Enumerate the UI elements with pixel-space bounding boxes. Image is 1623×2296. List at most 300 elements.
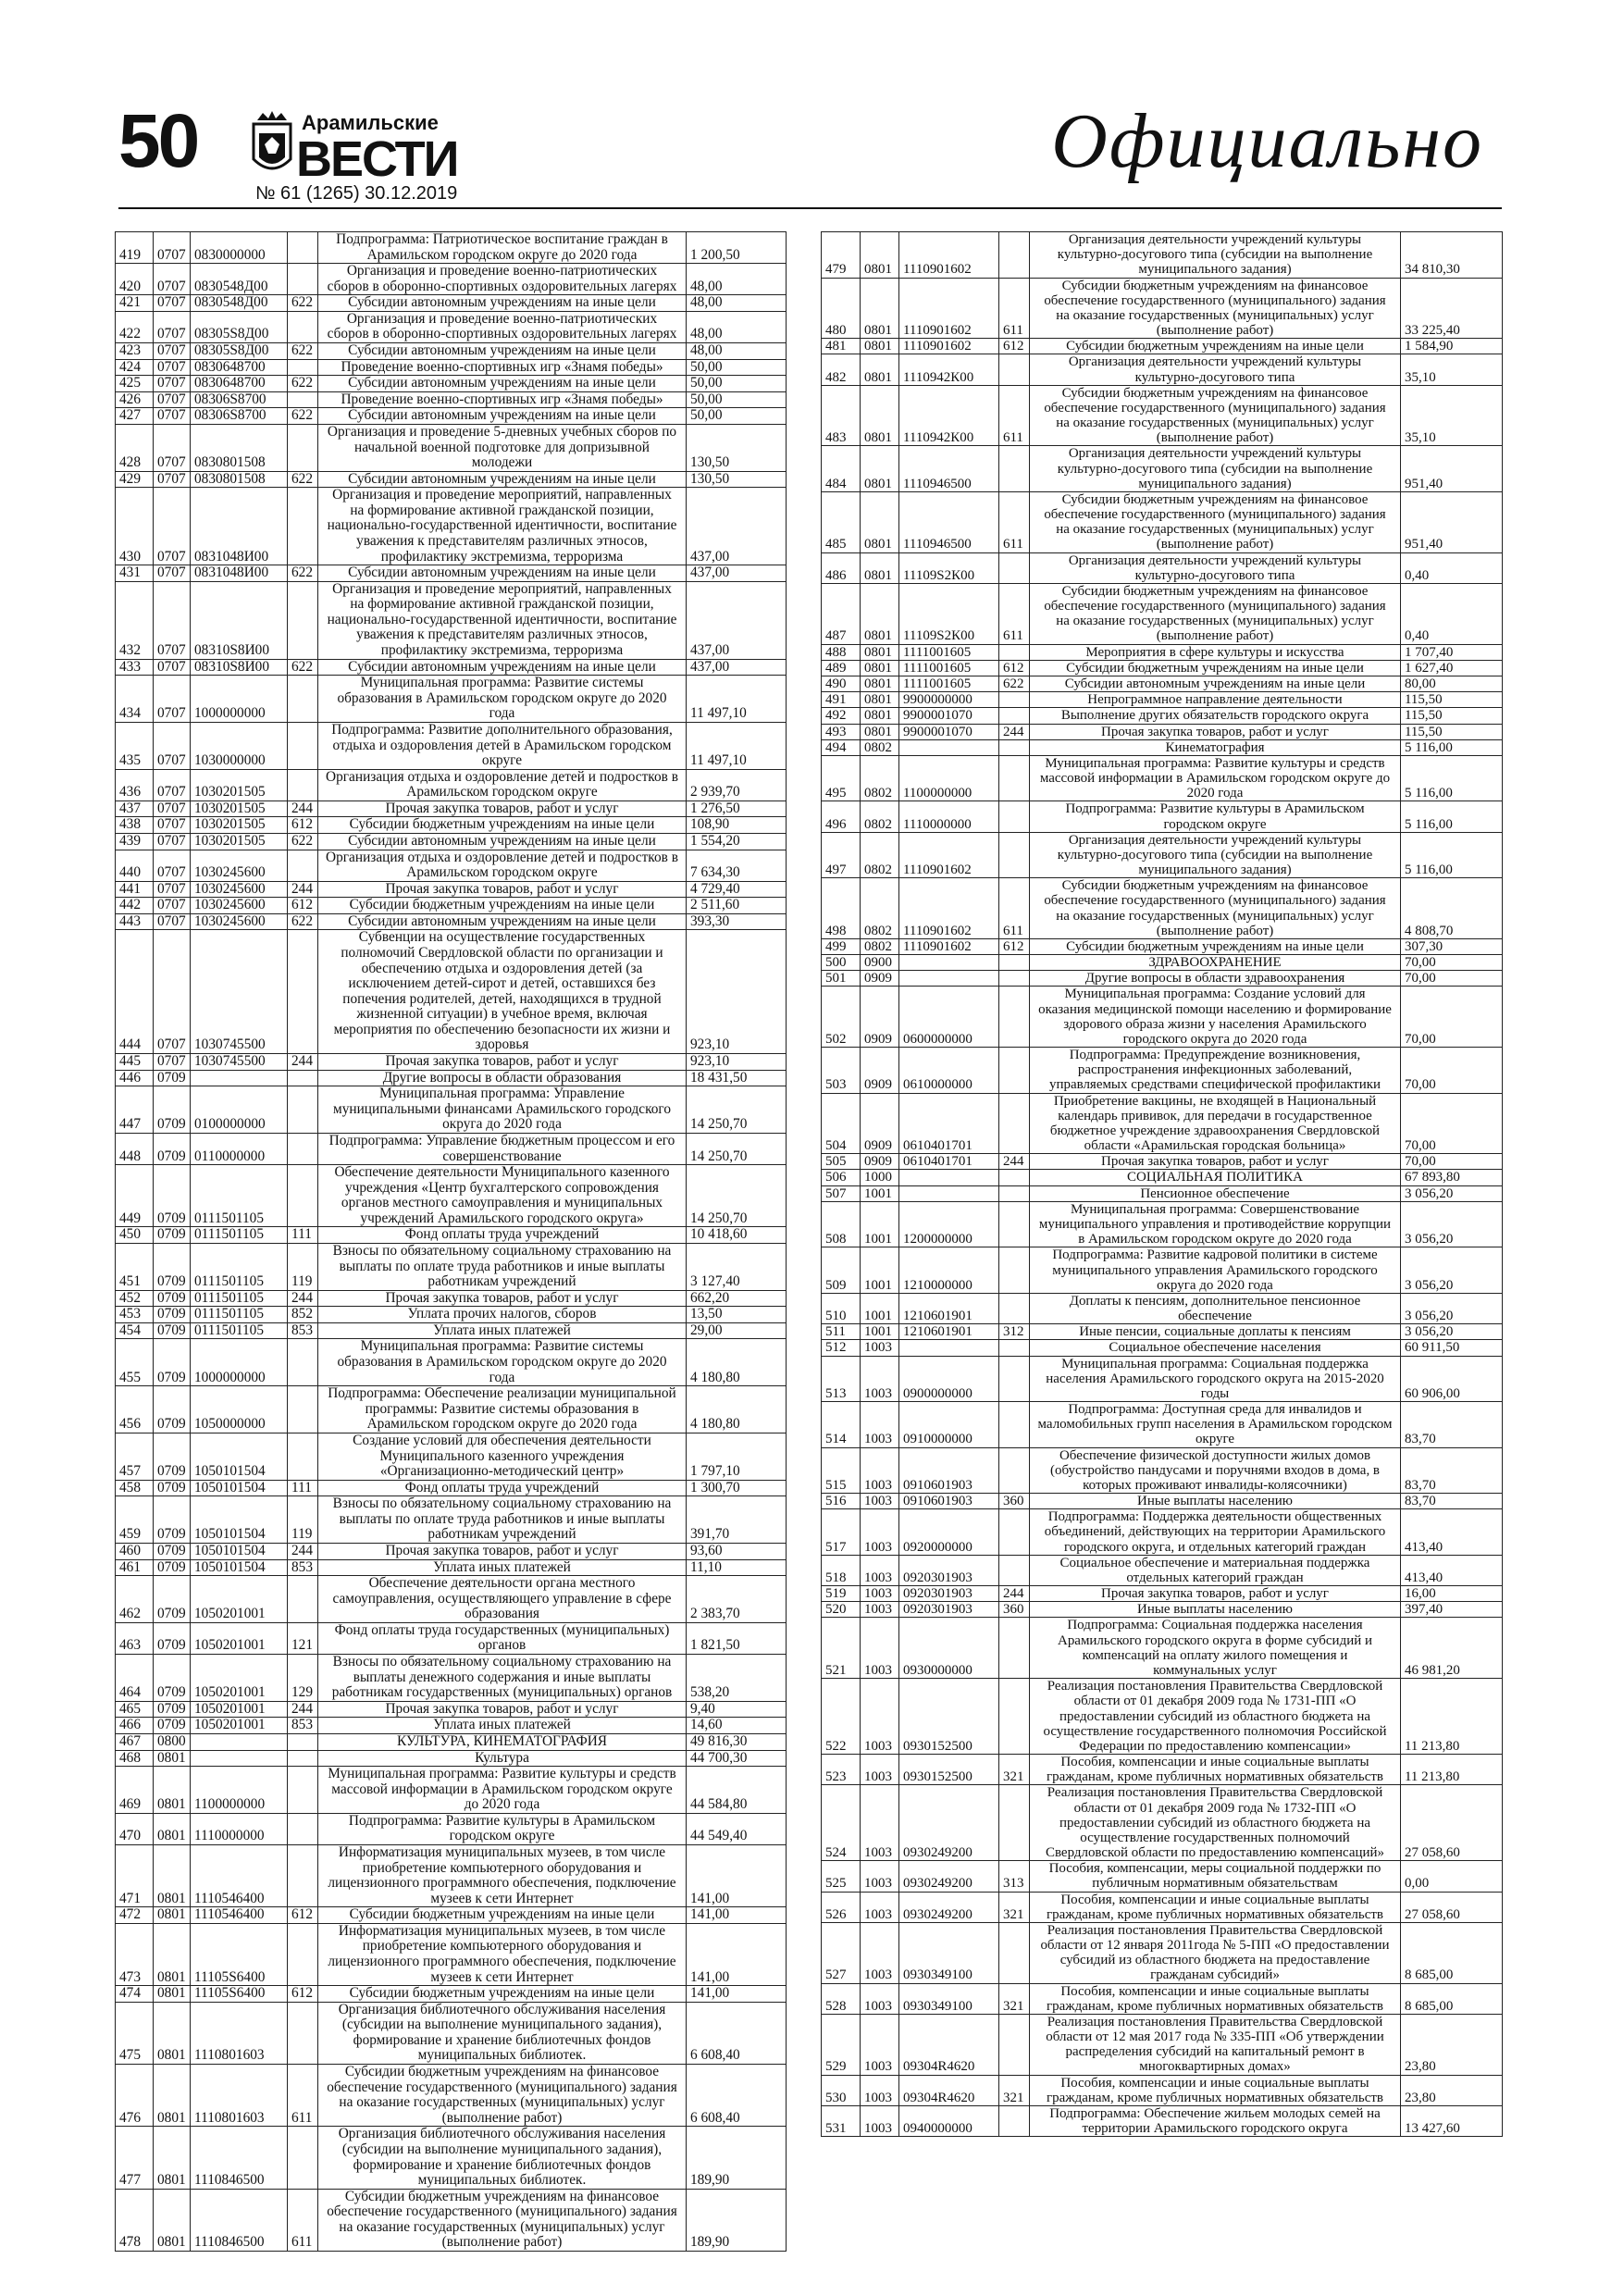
amount-cell: 141,00 [687, 1844, 787, 1906]
table-row [116, 359, 787, 376]
amount-cell: 14 250,70 [687, 1086, 787, 1134]
row-number-cell: 523 [822, 1755, 861, 1785]
row-number-cell: 422 [116, 311, 154, 342]
target-article-cell: 0100000000 [191, 1086, 288, 1134]
row-number-cell: 448 [116, 1133, 154, 1164]
table-row [822, 1447, 1503, 1494]
expense-name-cell: Организация деятельности учреждений культуры культурно-досугового типа (субсидии на выполнение муниципального задания) [1030, 232, 1401, 279]
section-code-cell: 0709 [154, 1070, 191, 1086]
expense-name-cell: Пособия, компенсации и иные социальные выплаты гражданам, кроме публичных нормативных обязательств [1030, 1983, 1401, 2014]
expense-type-cell: 622 [999, 676, 1030, 691]
expense-name-cell: Субсидии автономным учреждениям на иные цели [1030, 676, 1401, 691]
amount-cell: 44 549,40 [687, 1813, 787, 1844]
table-row [116, 1813, 787, 1844]
expense-type-cell [999, 1447, 1030, 1494]
row-number-cell: 507 [822, 1185, 861, 1201]
row-number-cell: 420 [116, 264, 154, 295]
row-number-cell: 433 [116, 659, 154, 676]
section-code-cell: 1001 [861, 1293, 899, 1323]
expense-type-cell: 611 [999, 278, 1030, 339]
expense-type-cell: 612 [999, 660, 1030, 676]
table-row [116, 1907, 787, 1924]
expense-type-cell [999, 1170, 1030, 1185]
expense-type-cell [999, 2014, 1030, 2075]
table-row [116, 1227, 787, 1244]
target-article-cell: 0920000000 [899, 1509, 999, 1556]
expense-type-cell [999, 1185, 1030, 1201]
table-row [116, 1986, 787, 2003]
expense-type-cell [999, 1247, 1030, 1294]
expense-name-cell: Подпрограмма: Доступная среда для инвалидов и маломобильных групп населения в Арамильском городском округе [1030, 1402, 1401, 1448]
expense-type-cell: 244 [288, 1543, 318, 1559]
expense-type-cell: 121 [288, 1622, 318, 1654]
amount-cell: 923,10 [687, 1054, 787, 1071]
expense-type-cell [999, 1555, 1030, 1585]
amount-cell: 49 816,30 [687, 1733, 787, 1750]
amount-cell: 11,10 [687, 1559, 787, 1576]
expense-name-cell: Муниципальная программа: Создание условий для оказания медицинской помощи населению и формирование здорового образа жизни у населения Арамильского городского округа до 2020 года [1030, 987, 1401, 1048]
table-row [822, 1356, 1503, 1402]
section-code-cell: 1003 [861, 1922, 899, 1983]
target-article-cell: 1110946500 [899, 491, 999, 552]
expense-type-cell [999, 1679, 1030, 1755]
section-code-cell: 0800 [154, 1733, 191, 1750]
expense-name-cell: Подпрограмма: Предупреждение возникновения, распространения инфекционных заболеваний, управляемых средствами специфической профилактики [1030, 1048, 1401, 1094]
target-article-cell: 1030245600 [191, 913, 288, 930]
target-article-cell: 0910601903 [899, 1447, 999, 1494]
row-number-cell: 506 [822, 1170, 861, 1185]
expense-name-cell: Пособия, компенсации и иные социальные выплаты гражданам, кроме публичных нормативных обязательств [1030, 1892, 1401, 1922]
table-row [116, 1718, 787, 1734]
row-number-cell: 513 [822, 1356, 861, 1402]
row-number-cell: 435 [116, 722, 154, 769]
table-row [116, 1386, 787, 1433]
expense-type-cell [999, 708, 1030, 724]
amount-cell: 70,00 [1401, 955, 1503, 971]
issue-line: № 61 (1265) 30.12.2019 [255, 183, 458, 204]
row-number-cell: 462 [116, 1576, 154, 1623]
target-article-cell: 0930000000 [899, 1618, 999, 1679]
expense-name-cell: Субсидии бюджетным учреждениям на финансовое обеспечение государственного (муниципального) задания на оказание государственных (муниципальных) услуг (выполнение работ) [1030, 491, 1401, 552]
row-number-cell: 465 [116, 1701, 154, 1718]
expense-name-cell: Подпрограмма: Социальная поддержка населения Арамильского городского округа в форме субсидий и компенсаций на оплату жилого помещения и коммунальных услуг [1030, 1618, 1401, 1679]
row-number-cell: 504 [822, 1093, 861, 1154]
section-code-cell: 0801 [861, 354, 899, 385]
target-article-cell: 08306S8700 [191, 408, 288, 425]
table-row [822, 955, 1503, 971]
table-row [116, 930, 787, 1054]
row-number-cell: 477 [116, 2127, 154, 2189]
row-number-cell: 452 [116, 1290, 154, 1307]
expense-name-cell: Обеспечение физической доступности жилых домов (обустройство пандусами и поручнями входов в дома, в которых проживают инвалиды-колясочники) [1030, 1447, 1401, 1494]
target-article-cell: 0830648700 [191, 376, 288, 392]
section-code-cell: 1003 [861, 1861, 899, 1892]
target-article-cell: 0831048И00 [191, 565, 288, 582]
expense-name-cell: Информатизация муниципальных музеев, в том числе приобретение компьютерного оборудования и лицензионного программного обеспечения, подключение музеев к сети Интернет [318, 1844, 687, 1906]
expense-type-cell: 612 [288, 898, 318, 914]
amount-cell: 108,90 [687, 817, 787, 834]
expense-name-cell: Субсидии бюджетным учреждениям на иные цели [318, 1986, 687, 2003]
table-row [116, 1622, 787, 1654]
amount-cell: 189,90 [687, 2189, 787, 2251]
table-row [822, 676, 1503, 691]
row-number-cell: 475 [116, 2002, 154, 2064]
expense-name-cell: Подпрограмма: Развитие культуры в Арамильском городском округе [318, 1813, 687, 1844]
expense-type-cell [999, 1509, 1030, 1556]
section-code-cell: 0709 [154, 1480, 191, 1496]
section-code-cell: 0709 [154, 1496, 191, 1544]
expense-type-cell: 622 [288, 343, 318, 360]
target-article-cell: 1050000000 [191, 1386, 288, 1433]
row-number-cell: 493 [822, 724, 861, 739]
expense-name-cell: Субсидии автономным учреждениям на иные цели [318, 659, 687, 676]
table-row [822, 2075, 1503, 2105]
expense-name-cell: Реализация постановления Правительства Свердловской области от 12 мая 2017 года № 335-ПП «Об утверждении распределения субсидий на капитальный ремонт в многоквартирных домах» [1030, 2014, 1401, 2075]
expense-name-cell: Прочая закупка товаров, работ и услуг [318, 881, 687, 898]
row-number-cell: 468 [116, 1750, 154, 1767]
section-code-cell: 0801 [154, 1844, 191, 1906]
section-code-cell: 0707 [154, 659, 191, 676]
expense-type-cell [288, 1576, 318, 1623]
amount-cell: 16,00 [1401, 1586, 1503, 1602]
page-number: 50 [118, 99, 198, 183]
row-number-cell: 485 [822, 491, 861, 552]
table-row [822, 692, 1503, 708]
row-number-cell: 440 [116, 850, 154, 881]
amount-cell: 27 058,60 [1401, 1892, 1503, 1922]
expense-name-cell: Подпрограмма: Управление бюджетным процессом и его совершенствование [318, 1133, 687, 1164]
target-article-cell: 08306S8700 [191, 391, 288, 408]
table-row [116, 424, 787, 471]
expense-type-cell: 360 [999, 1602, 1030, 1618]
expense-name-cell: Субсидии бюджетным учреждениям на иные цели [318, 1907, 687, 1924]
amount-cell: 1 554,20 [687, 833, 787, 850]
expense-type-cell: 244 [288, 1701, 318, 1718]
section-code-cell: 0709 [154, 1227, 191, 1244]
expense-type-cell [288, 2127, 318, 2189]
expense-name-cell: Организация и проведение военно-патриотических сборов в оборонно-спортивных оздоровительных лагерях [318, 264, 687, 295]
expense-name-cell: Субсидии бюджетным учреждениям на финансовое обеспечение государственного (муниципального) задания на оказание государственных (муниципальных) услуг (выполнение работ) [318, 2189, 687, 2251]
row-number-cell: 432 [116, 581, 154, 659]
target-article-cell: 08305S8Д00 [191, 343, 288, 360]
section-code-cell: 0707 [154, 343, 191, 360]
row-number-cell: 459 [116, 1496, 154, 1544]
target-article-cell: 0830801508 [191, 471, 288, 488]
section-code-cell: 0707 [154, 769, 191, 800]
row-number-cell: 424 [116, 359, 154, 376]
row-number-cell: 528 [822, 1983, 861, 2014]
table-row [822, 354, 1503, 385]
table-row [822, 1618, 1503, 1679]
expense-type-cell: 622 [288, 833, 318, 850]
expense-type-cell: 111 [288, 1480, 318, 1496]
row-number-cell: 501 [822, 971, 861, 987]
section-code-cell: 0709 [154, 1339, 191, 1386]
section-code-cell: 0709 [154, 1543, 191, 1559]
amount-cell: 14 250,70 [687, 1165, 787, 1227]
row-number-cell: 431 [116, 565, 154, 582]
table-row [116, 1655, 787, 1702]
table-row [822, 801, 1503, 832]
expense-type-cell [999, 1293, 1030, 1323]
row-number-cell: 471 [116, 1844, 154, 1906]
amount-cell: 48,00 [687, 311, 787, 342]
expense-name-cell: Подпрограмма: Развитие дополнительного образования, отдыха и оздоровления детей в Арамильском городском округе [318, 722, 687, 769]
expense-type-cell: 321 [999, 1983, 1030, 2014]
section-code-cell: 0802 [861, 755, 899, 801]
target-article-cell: 1100000000 [191, 1767, 288, 1814]
row-number-cell: 489 [822, 660, 861, 676]
row-number-cell: 461 [116, 1559, 154, 1576]
section-code-cell: 0801 [861, 339, 899, 354]
target-article-cell: 1110846500 [191, 2127, 288, 2189]
amount-cell: 8 685,00 [1401, 1922, 1503, 1983]
table-row [822, 1755, 1503, 1785]
section-title: Официально [1051, 98, 1483, 184]
section-code-cell: 0707 [154, 881, 191, 898]
target-article-cell: 08310S8И00 [191, 581, 288, 659]
target-article-cell: 1050201001 [191, 1655, 288, 1702]
amount-cell: 3 056,20 [1401, 1247, 1503, 1294]
section-code-cell: 1003 [861, 1586, 899, 1602]
table-row [116, 1054, 787, 1071]
target-article-cell: 0930249200 [899, 1785, 999, 1861]
expense-name-cell: Муниципальная программа: Социальная поддержка населения Арамильского городского округа на 2015-2020 годы [1030, 1356, 1401, 1402]
target-article-cell: 1110901602 [899, 339, 999, 354]
expense-name-cell: Взносы по обязательному социальному страхованию на выплаты по оплате труда работников и иные выплаты работникам учреждений [318, 1244, 687, 1291]
target-article-cell: 1110000000 [191, 1813, 288, 1844]
table-row [822, 708, 1503, 724]
table-row [822, 1201, 1503, 1247]
row-number-cell: 444 [116, 930, 154, 1054]
expense-type-cell: 244 [288, 800, 318, 817]
amount-cell: 6 608,40 [687, 2002, 787, 2064]
row-number-cell: 464 [116, 1655, 154, 1702]
amount-cell: 189,90 [687, 2127, 787, 2189]
table-row [822, 232, 1503, 279]
row-number-cell: 488 [822, 644, 861, 660]
section-code-cell: 0801 [861, 232, 899, 279]
section-code-cell: 0707 [154, 581, 191, 659]
target-article-cell: 0610401701 [899, 1093, 999, 1154]
row-number-cell: 423 [116, 343, 154, 360]
expense-name-cell: Субсидии автономным учреждениям на иные цели [318, 408, 687, 425]
section-code-cell: 0707 [154, 488, 191, 565]
table-row [116, 264, 787, 295]
expense-name-cell: Субсидии бюджетным учреждениям на иные цели [1030, 660, 1401, 676]
table-row [822, 1293, 1503, 1323]
row-number-cell: 497 [822, 832, 861, 878]
table-row [116, 659, 787, 676]
table-row [822, 1509, 1503, 1556]
section-code-cell: 0801 [861, 660, 899, 676]
amount-cell: 2 939,70 [687, 769, 787, 800]
target-article-cell: 0830000000 [191, 232, 288, 264]
section-code-cell: 0707 [154, 800, 191, 817]
target-article-cell: 1110546400 [191, 1844, 288, 1906]
amount-cell: 11 497,10 [687, 676, 787, 723]
table-row [116, 2065, 787, 2127]
amount-cell: 1 200,50 [687, 232, 787, 264]
section-code-cell: 0709 [154, 1290, 191, 1307]
expense-name-cell: Муниципальная программа: Развитие культуры и средств массовой информации в Арамильском городском округе до 2020 года [318, 1767, 687, 1814]
row-number-cell: 425 [116, 376, 154, 392]
amount-cell: 70,00 [1401, 1093, 1503, 1154]
section-code-cell: 0801 [154, 2127, 191, 2189]
expense-name-cell: Организация библиотечного обслуживания населения (субсидии на выполнение муниципального задания), формирование и хранение библиотечных фондов муниципальных библиотек. [318, 2127, 687, 2189]
expense-type-cell [999, 1356, 1030, 1402]
section-code-cell: 0707 [154, 376, 191, 392]
expense-type-cell [999, 354, 1030, 385]
target-article-cell: 0111501105 [191, 1322, 288, 1339]
expense-type-cell: 111 [288, 1227, 318, 1244]
table-row [116, 376, 787, 392]
amount-cell: 141,00 [687, 1923, 787, 1985]
row-number-cell: 447 [116, 1086, 154, 1134]
table-row [116, 881, 787, 898]
target-article-cell: 0831048И00 [191, 488, 288, 565]
section-code-cell: 0801 [861, 676, 899, 691]
expense-type-cell [288, 1813, 318, 1844]
row-number-cell: 482 [822, 354, 861, 385]
section-code-cell: 0707 [154, 850, 191, 881]
section-code-cell: 0801 [154, 1813, 191, 1844]
expense-type-cell [288, 1767, 318, 1814]
amount-cell: 437,00 [687, 565, 787, 582]
expense-type-cell [288, 264, 318, 295]
table-row [822, 1154, 1503, 1170]
target-article-cell [191, 1750, 288, 1767]
amount-cell: 80,00 [1401, 676, 1503, 691]
section-code-cell: 1003 [861, 1679, 899, 1755]
row-number-cell: 429 [116, 471, 154, 488]
target-article-cell: 11109S2К00 [899, 552, 999, 583]
table-row [116, 1165, 787, 1227]
expense-name-cell: Организация отдыха и оздоровление детей и подростков в Арамильском городском округе [318, 850, 687, 881]
svg-text:ВЕСТИ: ВЕСТИ [296, 131, 458, 187]
amount-cell: 307,30 [1401, 938, 1503, 954]
expense-type-cell [288, 1086, 318, 1134]
expense-type-cell: 611 [288, 2189, 318, 2251]
expense-type-cell [288, 424, 318, 471]
amount-cell: 3 127,40 [687, 1244, 787, 1291]
table-row [116, 1086, 787, 1134]
row-number-cell: 527 [822, 1922, 861, 1983]
amount-cell: 393,30 [687, 913, 787, 930]
amount-cell: 13 427,60 [1401, 2105, 1503, 2136]
row-number-cell: 503 [822, 1048, 861, 1094]
expense-type-cell [288, 1923, 318, 1985]
target-article-cell: 0930249200 [899, 1892, 999, 1922]
table-row [822, 971, 1503, 987]
amount-cell: 83,70 [1401, 1447, 1503, 1494]
expense-name-cell: Взносы по обязательному социальному страхованию на выплаты по оплате труда работников и иные выплаты работникам учреждений [318, 1496, 687, 1544]
target-article-cell: 1030245600 [191, 850, 288, 881]
expense-name-cell: Пособия, компенсации и иные социальные выплаты гражданам, кроме публичных нормативных обязательств [1030, 2075, 1401, 2105]
expense-type-cell [999, 1093, 1030, 1154]
expense-name-cell: Проведение военно-спортивных игр «Знамя победы» [318, 391, 687, 408]
target-article-cell: 1030245600 [191, 898, 288, 914]
amount-cell: 5 116,00 [1401, 739, 1503, 755]
amount-cell: 437,00 [687, 659, 787, 676]
row-number-cell: 484 [822, 446, 861, 492]
target-article-cell: 11105S6400 [191, 1986, 288, 2003]
section-code-cell: 0801 [154, 1923, 191, 1985]
section-code-cell: 0801 [861, 724, 899, 739]
row-number-cell: 510 [822, 1293, 861, 1323]
amount-cell: 35,10 [1401, 354, 1503, 385]
expense-name-cell: Субсидии автономным учреждениям на иные цели [318, 343, 687, 360]
table-row [116, 581, 787, 659]
row-number-cell: 473 [116, 1923, 154, 1985]
expense-name-cell: Социальное обеспечение и материальная поддержка отдельных категорий граждан [1030, 1555, 1401, 1585]
amount-cell: 141,00 [687, 1907, 787, 1924]
table-row [822, 385, 1503, 446]
amount-cell: 391,70 [687, 1496, 787, 1544]
table-row [822, 1602, 1503, 1618]
target-article-cell: 1050101504 [191, 1543, 288, 1559]
section-code-cell: 1001 [861, 1185, 899, 1201]
amount-cell: 1 276,50 [687, 800, 787, 817]
expense-name-cell: Подпрограмма: Обеспечение реализации муниципальной программы: Развитие системы образования в Арамильском городском округе до 2020 года [318, 1386, 687, 1433]
section-code-cell: 0709 [154, 1244, 191, 1291]
target-article-cell: 0930349100 [899, 1983, 999, 2014]
table-row [116, 850, 787, 881]
section-code-cell: 1003 [861, 1356, 899, 1402]
target-article-cell: 0930349100 [899, 1922, 999, 1983]
row-number-cell: 515 [822, 1447, 861, 1494]
target-article-cell: 1110901602 [899, 938, 999, 954]
expense-type-cell: 611 [999, 491, 1030, 552]
target-article-cell: 1110942К00 [899, 385, 999, 446]
table-row [116, 1244, 787, 1291]
expense-type-cell [999, 955, 1030, 971]
expense-type-cell [288, 1133, 318, 1164]
table-row [116, 1133, 787, 1164]
row-number-cell: 451 [116, 1244, 154, 1291]
amount-cell: 60 911,50 [1401, 1340, 1503, 1356]
table-row [822, 1185, 1503, 1201]
target-article-cell [899, 1340, 999, 1356]
amount-cell: 70,00 [1401, 987, 1503, 1048]
section-code-cell: 0909 [861, 1093, 899, 1154]
expense-name-cell: Фонд оплаты труда государственных (муниципальных) органов [318, 1622, 687, 1654]
row-number-cell: 518 [822, 1555, 861, 1585]
section-code-cell: 0909 [861, 1048, 899, 1094]
expense-name-cell: Прочая закупка товаров, работ и услуг [318, 800, 687, 817]
section-code-cell: 0707 [154, 913, 191, 930]
expense-type-cell [999, 832, 1030, 878]
target-article-cell: 1100000000 [899, 755, 999, 801]
expense-type-cell: 119 [288, 1244, 318, 1291]
row-number-cell: 456 [116, 1386, 154, 1433]
amount-cell: 23,80 [1401, 2075, 1503, 2105]
amount-cell: 951,40 [1401, 491, 1503, 552]
table-row [116, 1307, 787, 1323]
section-code-cell: 0707 [154, 1054, 191, 1071]
table-row [822, 1402, 1503, 1448]
amount-cell: 83,70 [1401, 1402, 1503, 1448]
expense-type-cell [999, 1785, 1030, 1861]
amount-cell: 0,40 [1401, 583, 1503, 644]
expense-name-cell: Выполнение других обязательств городского округа [1030, 708, 1401, 724]
target-article-cell: 1050101504 [191, 1480, 288, 1496]
expense-name-cell: Подпрограмма: Развитие кадровой политики в системе муниципального управления Арамильского городского округа до 2020 года [1030, 1247, 1401, 1294]
expense-type-cell: 611 [288, 2065, 318, 2127]
row-number-cell: 474 [116, 1986, 154, 2003]
expense-name-cell: Организация деятельности учреждений культуры культурно-досугового типа [1030, 354, 1401, 385]
section-code-cell: 0709 [154, 1559, 191, 1576]
